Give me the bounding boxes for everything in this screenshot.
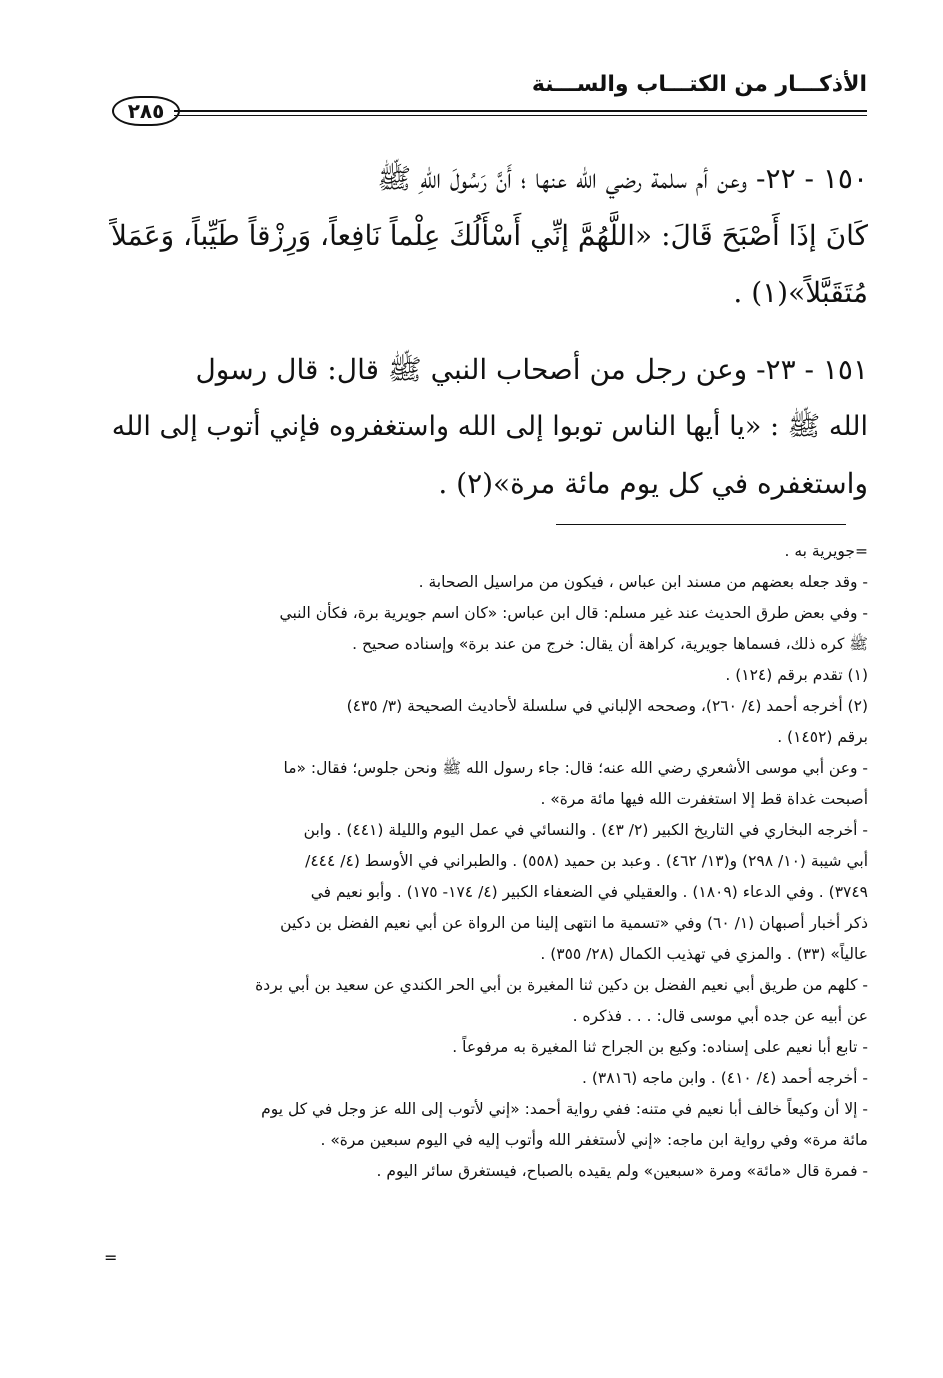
footnote-line: - تابع أبا نعيم على إسناده: وكيع بن الجراح ثنا المغيرة به مرفوعاً . [452,1038,868,1056]
footnote-line: - أخرجه البخاري في التاريخ الكبير (٢/ ٤٣) . والنسائي في عمل اليوم والليلة (٤٤١) . وابن [303,821,868,839]
footnote-line: - وفي بعض طرق الحديث عند غير مسلم: قال ابن عباس: «كان اسم جويرية برة، فكأن النبي [279,604,868,622]
footnote-line: - أخرجه أحمد (٤/ ٤١٠) . وابن ماجه (٣٨١٦) . [582,1069,868,1087]
footnote-line: ٣٧٤٩) . وفي الدعاء (١٨٠٩) . والعقيلي في الضعفاء الكبير (٤/ ١٧٤- ١٧٥) . وأبو نعيم في [310,883,868,901]
hadith-line: واستغفره في كل يوم مائة مرة»(٢) . [438,467,868,500]
footnote-line: - فمرة قال «مائة» ومرة «سبعين» ولم يقيده بالصباح، فيستغرق سائر اليوم . [376,1162,868,1180]
hadith-line: ١٥٠ - ٢٢- وعن أم سلمة رضي الله عنها ؛ أَنَّ رَسُولَ اللهِ ﷺ [377,162,868,195]
page-number: ٢٨٥ [112,96,180,126]
hadith-line: كَانَ إذَا أَصْبَحَ قَالَ: «اللَّهُمَّ إنِّي أَسْأَلُكَ عِلْماً نَافِعاً، وَرِزْقاً طَيِّباً، وَعَمَلاً [110,219,868,252]
hadith-line: مُتَقَبَّلاً»(١) . [733,276,868,309]
footnote-line: - وقد جعله بعضهم من مسند ابن عباس ، فيكون من مراسيل الصحابة . [418,573,868,591]
header-rule [174,110,867,116]
hadith-150 [100,150,868,321]
footnote-separator [556,524,846,525]
main-text [100,150,868,532]
page-header [112,72,867,132]
footnote-line: ﷺ كره ذلك، فسماها جويرية، كراهة أن يقال: خرج من عند برة» وإسناده صحيح . [352,635,868,653]
footnote-line: - إلا أن وكيعاً خالف أبا نعيم في متنه: ففي رواية أحمد: «إني لأتوب إلى الله عز وجل في كل يوم [261,1100,868,1118]
hadith-151 [100,341,868,512]
footnote-line: عن أبيه عن جده أبي موسى قال: . . . فذكره . [572,1007,868,1025]
footnote-line: برقم (١٤٥٢) . [777,728,868,746]
footnote-line: - كلهم من طريق أبي نعيم الفضل بن دكين ثنا المغيرة بن أبي الحر الكندي عن سعيد بن أبي بردة [255,976,868,994]
hadith-line: ١٥١ - ٢٣- وعن رجل من أصحاب النبي ﷺ قال: قال رسول [195,353,868,386]
footnote-line: (١) تقدم برقم (١٢٤) . [725,666,868,684]
footnote-line: =جويرية به . [784,542,868,560]
running-title: الأذكـــار من الكتـــاب والســـنة [531,72,867,97]
footnote-line: مائة مرة» وفي رواية ابن ماجه: «إني لأستغفر الله وأتوب إليه في اليوم سبعين مرة» . [320,1131,868,1149]
footnote-line: أصبحت غداة قط إلا استغفرت الله فيها مائة مرة» . [540,790,868,808]
footnote-line: عالياً» (٣٣) . والمزي في تهذيب الكمال (٢٨/ ٣٥٥) . [540,945,868,963]
footnotes [96,536,868,1187]
footnote-line: - وعن أبي موسى الأشعري رضي الله عنه؛ قال: جاء رسول الله ﷺ ونحن جلوس؛ فقال: «ما [283,759,868,777]
footnote-line: أبي شيبة (١٠/ ٢٩٨) و(١٣/ ٤٦٢) . وعبد بن حميد (٥٥٨) . والطبراني في الأوسط (٤/ ٤٤٤/ [305,852,868,870]
hadith-line: الله ﷺ : «يا أيها الناس توبوا إلى الله واستغفروه فإني أتوب إلى الله [111,411,868,442]
continuation-mark: = [104,1248,118,1267]
footnote-line: ذكر أخبار أصبهان (١/ ٦٠) وفي «تسمية ما انتهى إلينا من الرواة عن أبي نعيم الفضل بن دكين [280,914,868,932]
footnote-line: (٢) أخرجه أحمد (٤/ ٢٦٠)، وصححه الإلباني في سلسلة لأحاديث الصحيحة (٣/ ٤٣٥) [346,697,868,715]
